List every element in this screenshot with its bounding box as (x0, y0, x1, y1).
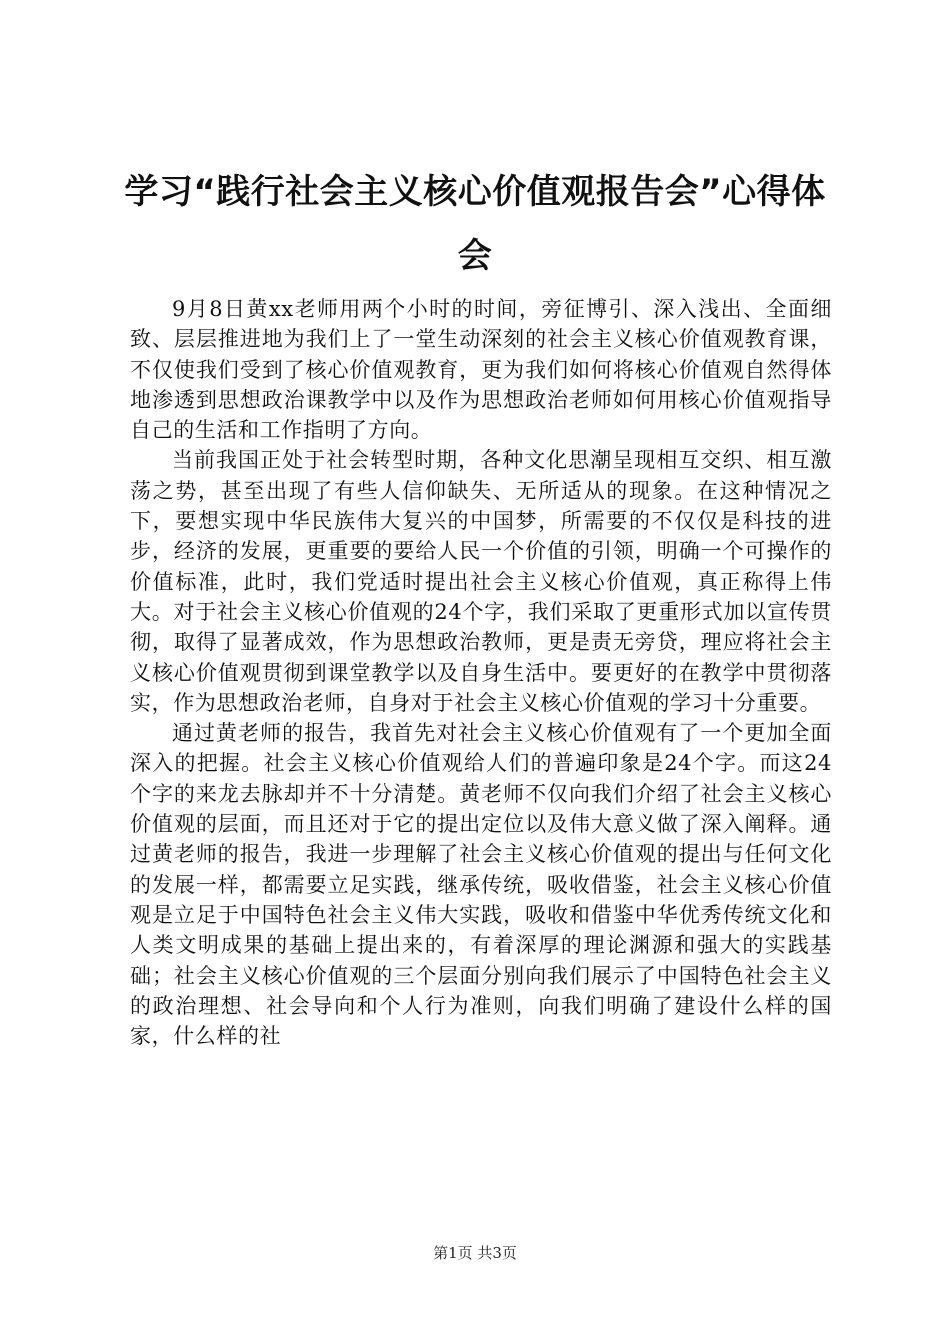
paragraph-1: 9月8日黄xx老师用两个小时的时间，旁征博引、深入浅出、全面细致、层层推进地为我们上了一堂生动深刻的社会主义核心价值观教育课，不仅使我们受到了核心价值观教育，更为我们如何将核心价值观自然得体地渗透到思想政治课教学中以及作为思想政治老师如何用核心价值观指导自己的生活和工作指明了方向。 (130, 297, 832, 443)
paragraph-2: 当前我国正处于社会转型时期，各种文化思潮呈现相互交织、相互激荡之势，甚至出现了有些人信仰缺失、无所适从的现象。在这种情况之下，要想实现中华民族伟大复兴的中国梦，所需要的不仅仅是科技的进步，经济的发展，更重要的要给人民一个价值的引领，明确一个可操作的价值标准，此时，我们党适时提出社会主义核心价值观，真正称得上伟大。对于社会主义核心价值观的24个字，我们采取了更重形式加以宣传贯彻，取得了显著成效，作为思想政治教师，更是责无旁贷，理应将社会主义核心价值观贯彻到课堂教学以及自身生活中。要更好的在教学中贯彻落实，作为思想政治老师，自身对于社会主义核心价值观的学习十分重要。 (130, 448, 832, 715)
document-title: 学习“践行社会主义核心价值观报告会”心得体会 (124, 172, 826, 276)
document-body (130, 294, 832, 1051)
paragraph-3: 通过黄老师的报告，我首先对社会主义核心价值观有了一个更加全面深入的把握。社会主义核心价值观给人们的普遍印象是24个字。而这24个字的来龙去脉却并不十分清楚。黄老师不仅向我们介绍了社会主义核心价值观的层面，而且还对于它的提出定位以及伟大意义做了深入阐释。通过黄老师的报告，我进一步理解了社会主义核心价值观的提出与任何文化的发展一样，都需要立足实践，继承传统，吸收借鉴，社会主义核心价值观是立足于中国特色社会主义伟大实践，吸收和借鉴中华优秀传统文化和人类文明成果的基础上提出来的，有着深厚的理论渊源和强大的实践基础；社会主义核心价值观的三个层面分别向我们展示了中国特色社会主义的政治理想、社会导向和个人行为准则，向我们明确了建设什么样的国家，什么样的社 (130, 721, 832, 1049)
page-footer: 第1页 共3页 (433, 1244, 517, 1262)
